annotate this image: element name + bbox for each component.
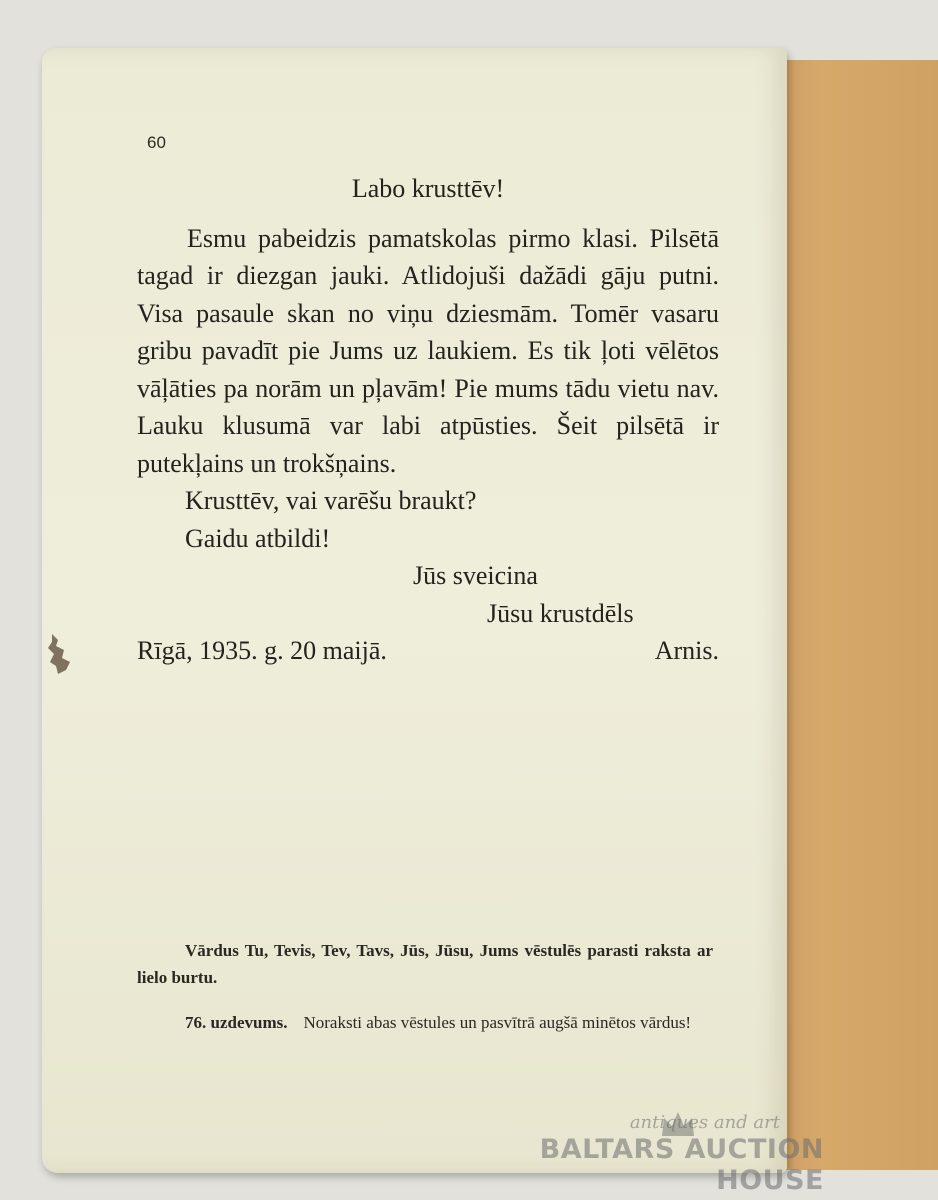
cardboard-cover: [770, 60, 938, 1170]
closing-greeting: Jūs sveicina: [413, 561, 538, 590]
watermark-tagline: antiques and art: [629, 1112, 780, 1133]
watermark-name: BALTARS AUCTION HOUSE: [539, 1134, 824, 1196]
watermark: [460, 1110, 880, 1196]
page-number: 60: [147, 133, 166, 152]
letter-request: Gaidu atbildi!: [185, 523, 331, 553]
exercise-text: Noraksti abas vēstules un pasvītrā augšā minētos vārdus!: [303, 1013, 692, 1032]
grammar-note: Vārdus Tu, Tevis, Tev, Tavs, Jūs, Jūsu, Jums vēstulēs parasti raksta ar lielo burtu.: [137, 941, 713, 987]
letter-signature: Arnis.: [654, 636, 719, 665]
letter-question: Krusttēv, vai varēšu braukt?: [185, 486, 477, 515]
letter-paragraph: Esmu pabeidzis pamatskolas pirmo klasi. Pilsētā tagad ir diezgan jauki. Atlidojuši dažādi gāju putni. Visa pasaule skan no viņu dziesmām. Tomēr vasaru gribu pavadīt pie Jums uz laukiem. Es tik ļoti vēlētos vāļāties pa norām un pļavām! Pie mums tādu vietu nav. Lauku klusumā var labi atpūsties. Šeit pilsētā ir putekļains un trokšņains.: [137, 223, 719, 478]
closing-sender: Jūsu krustdēls: [487, 598, 634, 628]
letter-greeting: Labo krusttēv!: [351, 174, 505, 203]
letter: [137, 170, 719, 670]
ink-stain-icon: [44, 632, 80, 676]
letter-date: Rīgā, 1935. g. 20 maijā.: [137, 636, 387, 665]
date-line: [137, 632, 719, 670]
exercise: [137, 1009, 713, 1036]
exercise-number: 76. uzdevums.: [185, 1013, 288, 1032]
